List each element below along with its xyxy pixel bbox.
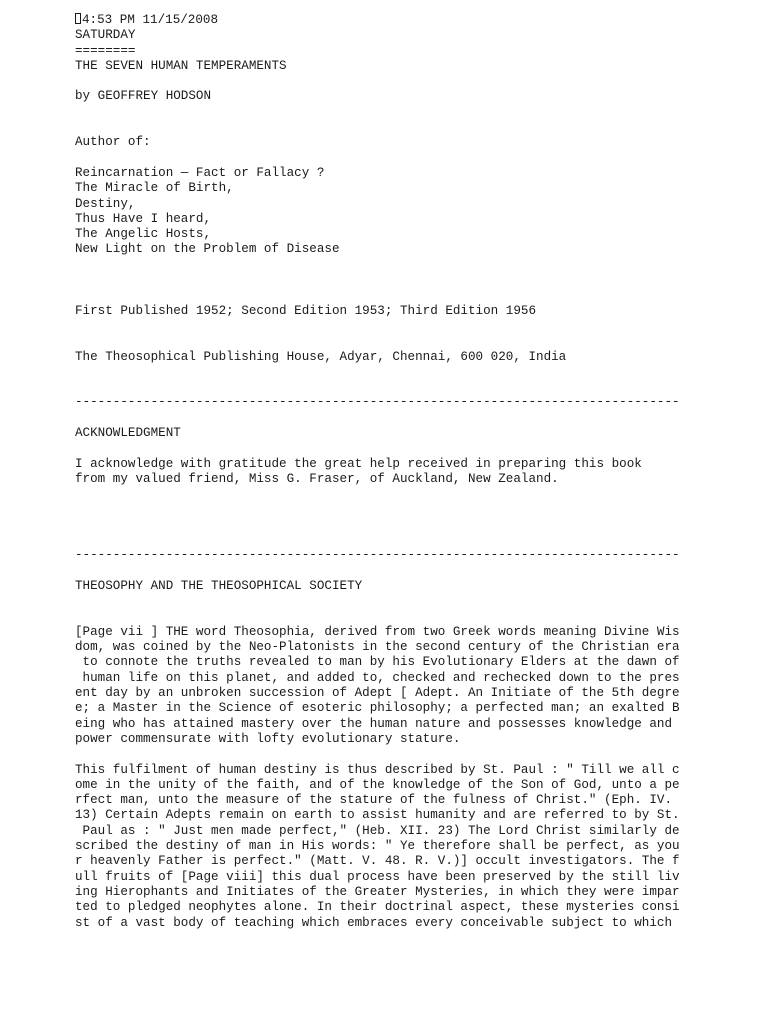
section-heading: THEOSOPHY AND THE THEOSOPHICAL SOCIETY	[75, 578, 363, 593]
acknowledgment-text: from my valued friend, Miss G. Fraser, of Auckland, New Zealand.	[75, 471, 559, 486]
author-of-label: Author of:	[75, 135, 151, 150]
paragraph-line: human life on this planet, and added to, checked and rechecked down to the pres	[75, 670, 680, 685]
header-underline: ========	[75, 43, 136, 58]
acknowledgment-heading: ACKNOWLEDGMENT	[75, 426, 181, 441]
book-item: Thus Have I heard,	[75, 211, 212, 226]
paragraph-line: r heavenly Father is perfect." (Matt. V. 48. R. V.)] occult investigators. The f	[75, 854, 680, 869]
book-item: The Miracle of Birth,	[75, 181, 234, 196]
acknowledgment-text: I acknowledge with gratitude the great help received in preparing this book	[75, 456, 642, 471]
paragraph-line: [Page vii ] THE word Theosophia, derived from two Greek words meaning Divine Wis	[75, 624, 680, 639]
book-item: Destiny,	[75, 196, 136, 211]
paragraph-line: st of a vast body of teaching which embraces every conceivable subject to which	[75, 915, 673, 930]
paragraph-line: e; a Master in the Science of esoteric philosophy; a perfected man; an exalted B	[75, 701, 680, 716]
book-item: New Light on the Problem of Disease	[75, 242, 340, 257]
missing-glyph-icon	[75, 13, 81, 24]
publisher-line: The Theosophical Publishing House, Adyar, Chennai, 600 020, India	[75, 349, 567, 364]
paragraph-line: This fulfilment of human destiny is thus described by St. Paul : " Till we all c	[75, 762, 680, 777]
document-body	[75, 13, 755, 931]
paragraph-line: ent day by an unbroken succession of Adept [ Adept. An Initiate of the 5th degre	[75, 686, 680, 701]
timestamp: 4:53 PM 11/15/2008	[82, 13, 219, 27]
byline: by GEOFFREY HODSON	[75, 89, 212, 104]
book-item: The Angelic Hosts,	[75, 227, 212, 242]
document-title: THE SEVEN HUMAN TEMPERAMENTS	[75, 58, 287, 73]
paragraph-line: to connote the truths revealed to man by his Evolutionary Elders at the dawn of	[75, 655, 680, 670]
paragraph-line: Paul as : " Just men made perfect," (Heb. XII. 23) The Lord Christ similarly de	[75, 823, 680, 838]
paragraph-line: ted to pledged neophytes alone. In their doctrinal aspect, these mysteries consi	[75, 900, 680, 915]
paragraph-line: eing who has attained mastery over the human nature and possesses knowledge and	[75, 716, 673, 731]
paragraph-1	[75, 625, 755, 747]
paragraph-line: 13) Certain Adepts remain on earth to assist humanity and are referred to by St.	[75, 808, 680, 823]
paragraph-line: scribed the destiny of man in His words: " Ye therefore shall be perfect, as you	[75, 839, 680, 854]
book-list	[75, 166, 755, 258]
paragraph-2	[75, 763, 755, 931]
paragraph-line: rfect man, unto the measure of the stature of the fulness of Christ." (Eph. IV.	[75, 793, 673, 808]
paragraph-line: ing Hierophants and Initiates of the Greater Mysteries, in which they were impar	[75, 884, 680, 899]
book-item: Reincarnation — Fact or Fallacy ?	[75, 165, 325, 180]
paragraph-line: ull fruits of [Page viii] this dual process have been preserved by the still liv	[75, 869, 680, 884]
paragraph-line: power commensurate with lofty evolutionary stature.	[75, 731, 461, 746]
day-line: SATURDAY	[75, 28, 136, 43]
paragraph-line: ome in the unity of the faith, and of the knowledge of the Son of God, unto a pe	[75, 777, 680, 792]
timestamp-line	[75, 13, 755, 28]
separator: --------------------------------------------------------------------------------	[75, 548, 680, 563]
paragraph-line: dom, was coined by the Neo-Platonists in the second century of the Christian era	[75, 640, 680, 655]
separator: --------------------------------------------------------------------------------	[75, 395, 680, 410]
publication-history: First Published 1952; Second Edition 1953; Third Edition 1956	[75, 303, 537, 318]
